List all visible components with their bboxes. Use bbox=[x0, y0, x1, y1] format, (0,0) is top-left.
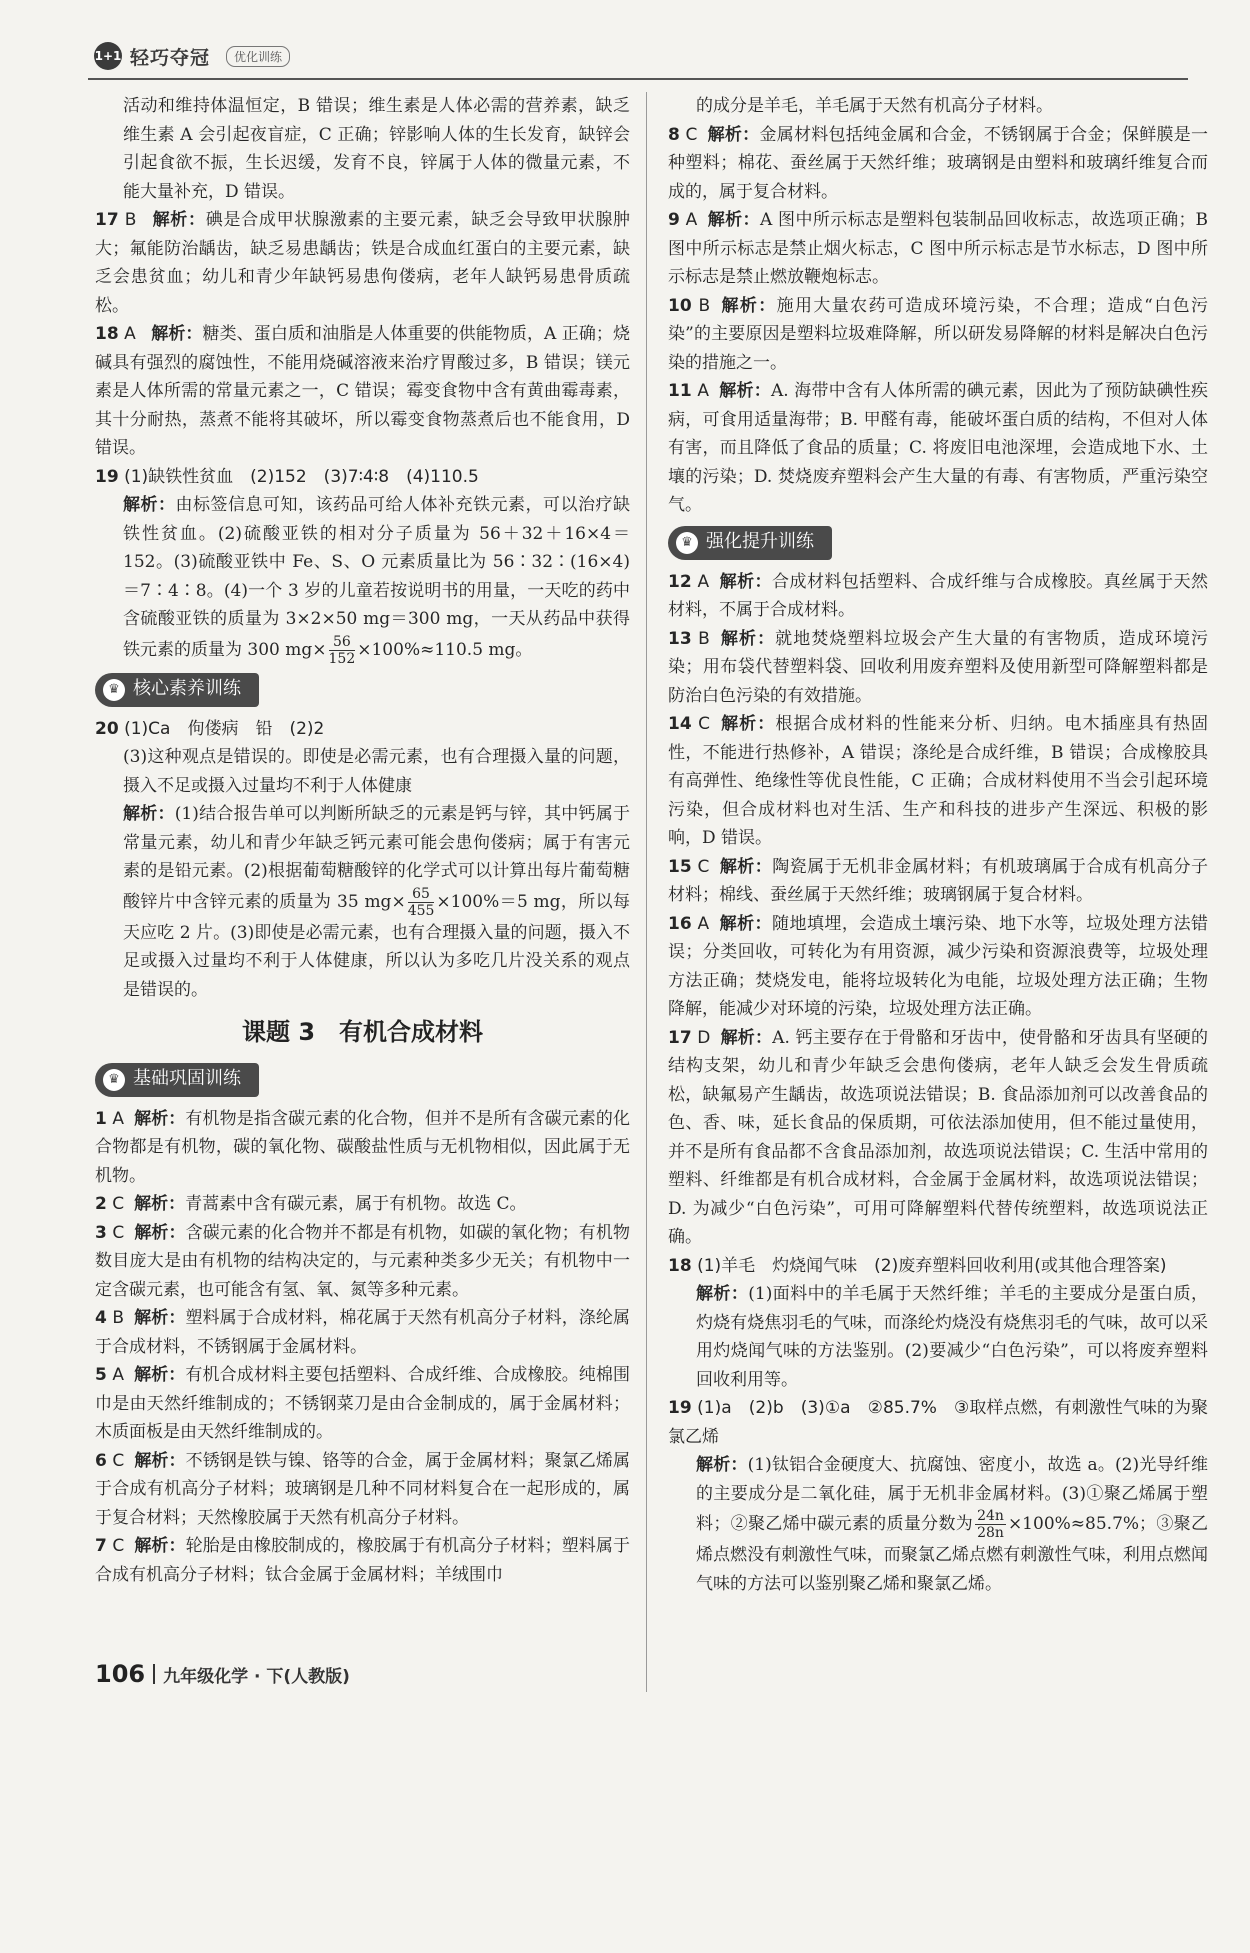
section-title: 强化提升训练 bbox=[706, 531, 814, 553]
analysis-text: 含碳元素的化合物并不都是有机物，如碳的氧化物；有机物数目庞大是由有机物的结构决定的，与元素种类多少无关；有机物中一定含碳元素，也可能含有氢、氧、氮等多种元素。 bbox=[95, 1222, 631, 1300]
fraction-denominator: 152 bbox=[328, 650, 356, 667]
analysis-text: 有机合成材料主要包括塑料、合成纤维、合成橡胶。纯棉围巾是由天然纤维制成的；不锈钢菜刀是由合金制成的，属于金属材料；木质面板是由天然纤维制成的。 bbox=[95, 1365, 631, 1442]
analysis-text: 碘是合成甲状腺激素的主要元素，缺乏会导致甲状腺肿大；氟能防治龋齿，缺乏易患龋齿；铁是合成血红蛋白的主要元素，缺乏会患贫血；幼儿和青少年缺钙易患佝偻病，老年人缺钙易患骨质疏松。 bbox=[95, 210, 631, 316]
analysis-label: 解析： bbox=[719, 571, 773, 592]
item-answer: A bbox=[124, 324, 136, 344]
answer-item bbox=[95, 1447, 630, 1533]
analysis-label: 解析： bbox=[134, 1450, 186, 1471]
analysis-text: 金属材料包括纯金属和合金，不锈钢属于合金；保鲜膜是一种塑料；棉花、蚕丝属于天然纤维；玻璃钢是由塑料和玻璃纤维复合而成的，属于复合材料。 bbox=[668, 124, 1209, 202]
fraction-numerator: 56 bbox=[329, 634, 356, 651]
page-header bbox=[88, 38, 1188, 78]
analysis-label: 解析： bbox=[707, 210, 760, 230]
right-column bbox=[668, 92, 1208, 1598]
analysis-text: (1)结合报告单可以判断所缺乏的元素是钙与锌，其中钙属于常量元素，幼儿和青少年缺乏钙元素可能会患佝偻病；属于有害元素的是铅元素。(2)根据葡萄糖酸锌的化学式可以计算出每片葡萄糖酸锌片中含锌元素的质量为 35 mg× bbox=[123, 804, 630, 912]
analysis-label: 解析： bbox=[134, 1194, 186, 1214]
answer-item bbox=[668, 568, 1208, 625]
fraction-denominator: 28n bbox=[977, 1525, 1004, 1541]
item-number: 12 bbox=[668, 571, 692, 592]
analysis-text: 青蒿素中含有碳元素，属于有机物。故选 C。 bbox=[185, 1194, 527, 1214]
analysis-text: 糖类、蛋白质和油脂是人体重要的供能物质，A 正确；烧碱具有强烈的腐蚀性，不能用烧碱溶液来治疗胃酸过多，B 错误；镁元素是人体所需的常量元素之一，C 错误；霉变食物中含有黄曲霉毒素，其十分耐热，蒸煮不能将其破坏，所以霉变食物蒸煮后也不能食用，D 错误。 bbox=[95, 324, 631, 458]
analysis-label: 解析： bbox=[134, 1108, 186, 1129]
item-number: 18 bbox=[668, 1255, 692, 1276]
item-number: 11 bbox=[668, 381, 692, 401]
analysis-label: 解析： bbox=[134, 1308, 186, 1328]
analysis-text: 由标签信息可知，该药品可给人体补充铁元素，可以治疗缺铁性贫血。(2)硫酸亚铁的相对分子质量为 56＋32＋16×4＝152。(3)硫酸亚铁中 Fe、S、O 元素质量比为 56∶32∶(16×4)＝7∶4∶8。(4)一个 3 岁的儿童若按说明书的用量，一天吃的药中含硫酸亚铁的质量为 3×2×50 mg＝300 mg，一天从药品中获得铁元素的质量为 300 mg× bbox=[123, 495, 630, 660]
item-answer: A bbox=[685, 210, 698, 230]
page-number: 106 bbox=[95, 1660, 146, 1688]
analysis-text: (1)面料中的羊毛属于天然纤维；羊毛的主要成分是蛋白质，灼烧有烧焦羽毛的气味，而涤纶灼烧没有烧焦羽毛的气味，故可以采用灼烧闻气味的方法鉴别。(2)要减少“白色污染”，可以将废弃塑料回收利用等。 bbox=[696, 1284, 1208, 1390]
analysis-text: 陶瓷属于无机非金属材料；有机玻璃属于合成有机高分子材料；棉线、蚕丝属于天然纤维；玻璃钢属于复合材料。 bbox=[668, 856, 1209, 905]
section-tag-core bbox=[95, 673, 259, 707]
analysis-label: 解析： bbox=[123, 804, 175, 824]
item-number: 18 bbox=[95, 324, 119, 344]
answer-item bbox=[668, 292, 1208, 378]
analysis-text: 塑料属于合成材料，棉花属于天然有机高分子材料，涤纶属于合成材料，不锈钢属于金属材料。 bbox=[95, 1308, 631, 1357]
item-number: 20 bbox=[95, 718, 119, 739]
item-number: 14 bbox=[668, 714, 692, 734]
book-title: 九年级化学 · 下(人教版) bbox=[163, 1667, 350, 1687]
analysis-label: 解析： bbox=[720, 295, 777, 316]
item-answer: B bbox=[698, 295, 711, 316]
fraction-denominator: 455 bbox=[407, 902, 435, 919]
lesson-title: 课题 3 有机合成材料 bbox=[241, 1018, 484, 1046]
fraction-numerator: 24n bbox=[977, 1508, 1004, 1524]
answer-item bbox=[668, 1024, 1208, 1252]
analysis-label: 解析： bbox=[719, 856, 773, 877]
item-answer: (1)Ca 佝偻病 铅 (2)2 bbox=[124, 718, 325, 739]
item-answer: A bbox=[697, 381, 709, 401]
item-answer: A bbox=[112, 1108, 124, 1129]
analysis-text: A. 钙主要存在于骨骼和牙齿中，使骨骼和牙齿具有坚硬的结构支架，幼儿和青少年缺乏会患佝偻病，老年人缺乏会发生骨质疏松，缺氟易产生龋齿，故选项说法错误；B. 食品添加剂可以改善食品的色、香、味，延长食品的保质期，可依法添加使用，但不能过量使用，并不是所有食品都不含食品添加剂，故选项说法错误；C. 生活中常用的塑料、纤维都是有机合成材料，合金属于金属材料，故选项说法错误；D. 为减少“白色污染”，可用可降解塑料代替传统塑料，故选项说法正确。 bbox=[668, 1027, 1209, 1247]
analysis-label: 解析： bbox=[152, 210, 206, 230]
fraction bbox=[408, 886, 435, 919]
item-answer: (1)a (2)b (3)①a ②85.7% ③取样点燃，有刺激性气味的为聚氯乙烯 bbox=[668, 1398, 1209, 1447]
item-number: 2 bbox=[95, 1194, 107, 1214]
item-number: 3 bbox=[95, 1222, 107, 1243]
analysis-text: 轮胎是由橡胶制成的，橡胶属于有机高分子材料；塑料属于合成有机高分子材料；钛合金属于金属材料；羊绒围巾 bbox=[95, 1536, 631, 1585]
item-answer: A bbox=[697, 913, 710, 934]
answer-item bbox=[668, 853, 1208, 910]
item-answer: A bbox=[112, 1365, 124, 1385]
fraction bbox=[329, 634, 356, 667]
section-tag-strong bbox=[668, 526, 832, 560]
analysis-text: 根据合成材料的性能来分析、归纳。电木插座具有热固性，不能进行热修补，A 错误；涤纶是合成纤维，B 错误；合成橡胶具有高弹性、绝缘性等优良性能，C 正确；合成材料使用不当会引起环境污染，但合成材料也对生活、生产和科技的进步产生深远、积极的影响，D 错误。 bbox=[668, 714, 1209, 848]
item-number: 5 bbox=[95, 1365, 107, 1385]
item-number: 19 bbox=[668, 1398, 692, 1418]
answer-item bbox=[95, 1219, 630, 1305]
answer-item bbox=[95, 1361, 630, 1447]
analysis-text: A 图中所示标志是塑料包装制品回收标志，故选项正确；B 图中所示标志是禁止烟火标志，C 图中所示标志是节水标志，D 图中所示标志是禁止燃放鞭炮标志。 bbox=[668, 210, 1209, 287]
analysis-text: 不锈钢是铁与镍、铬等的合金，属于金属材料；聚氯乙烯属于合成有机高分子材料；玻璃钢是几种不同材料复合在一起形成的，属于复合材料；天然橡胶属于天然有机高分子材料。 bbox=[95, 1450, 631, 1528]
column-divider bbox=[646, 92, 647, 1692]
analysis-label: 解析： bbox=[151, 324, 203, 344]
answer-item bbox=[668, 710, 1208, 853]
answer-sub: (3)这种观点是错误的。即使是必需元素，也有合理摄入量的问题，摄入不足或摄入过量均不利于人体健康 bbox=[123, 747, 630, 796]
analysis-label: 解析： bbox=[696, 1455, 748, 1475]
brand-subtitle: 优化训练 bbox=[226, 46, 290, 67]
analysis-text: 有机物是指含碳元素的化合物，但并不是所有含碳元素的化合物都是有机物，碳的氧化物、碳酸盐性质与无机物相似，因此属于无机物。 bbox=[95, 1108, 631, 1186]
crown-icon: ♛ bbox=[676, 532, 698, 554]
analysis-block bbox=[95, 491, 630, 667]
analysis-label: 解析： bbox=[123, 495, 176, 515]
item-number: 10 bbox=[668, 295, 692, 316]
item-number: 7 bbox=[95, 1536, 107, 1556]
answer-item bbox=[668, 121, 1208, 207]
footer-divider bbox=[153, 1664, 155, 1684]
item-number: 9 bbox=[668, 210, 680, 230]
answer-continued: 活动和维持体温恒定，B 错误；维生素是人体必需的营养素，缺乏维生素 A 会引起夜盲症，C 正确；锌影响人体的生长发育，缺锌会引起食欲不振，生长迟缓，发育不良，锌属于人体的微量元素，不能大量补充，D 错误。 bbox=[123, 96, 630, 202]
analysis-text: 施用大量农药可造成环境污染，不合理；造成“白色污染”的主要原因是塑料垃圾难降解，所以研发易降解的材料是解决白色污染的措施之一。 bbox=[668, 295, 1208, 373]
item-number: 17 bbox=[95, 210, 119, 230]
item-number: 16 bbox=[668, 913, 692, 934]
item-answer: B bbox=[124, 210, 137, 230]
analysis-text: ×100%＝5 mg，所以每天应吃 2 片。(3)即使是必需元素，也有合理摄入量的问题，摄入不足或摄入过量均不利于人体健康，所以认为多吃几片没关系的观点是错误的。 bbox=[123, 891, 630, 1000]
item-number: 19 bbox=[95, 466, 119, 487]
analysis-label: 解析： bbox=[719, 628, 776, 649]
analysis-text: ×100%≈85.7%；③聚乙烯点燃没有刺激性气味，而聚氯乙烯点燃有刺激性气味，利用点燃闻气味的方法可以鉴别聚乙烯和聚氯乙烯。 bbox=[696, 1514, 1208, 1594]
answer-item bbox=[95, 1532, 630, 1589]
fraction-numerator: 65 bbox=[408, 886, 435, 903]
answer-item bbox=[95, 1304, 630, 1361]
left-column bbox=[95, 92, 630, 1589]
brand-title: 轻巧夺冠 bbox=[130, 47, 211, 69]
item-answer: C bbox=[685, 124, 698, 145]
answer-continued: 的成分是羊毛，羊毛属于天然有机高分子材料。 bbox=[696, 96, 1053, 116]
answer-item bbox=[668, 1252, 1208, 1281]
analysis-block bbox=[95, 800, 630, 1004]
answer-item bbox=[668, 206, 1208, 292]
analysis-label: 解析： bbox=[696, 1284, 749, 1304]
section-title: 核心素养训练 bbox=[133, 678, 241, 700]
item-number: 15 bbox=[668, 856, 692, 877]
analysis-block bbox=[668, 1280, 1208, 1394]
answer-item bbox=[95, 1105, 630, 1191]
item-number: 13 bbox=[668, 628, 692, 649]
item-answer: D bbox=[697, 1027, 711, 1048]
analysis-label: 解析： bbox=[134, 1536, 186, 1556]
analysis-label: 解析： bbox=[707, 124, 760, 145]
answer-item bbox=[95, 463, 630, 492]
item-number: 6 bbox=[95, 1450, 107, 1471]
analysis-text: 合成材料包括塑料、合成纤维与合成橡胶。真丝属于天然材料，不属于合成材料。 bbox=[668, 571, 1209, 620]
answer-item bbox=[668, 377, 1208, 520]
answer-item bbox=[95, 715, 630, 744]
item-number: 8 bbox=[668, 124, 680, 145]
answer-item bbox=[668, 1394, 1208, 1451]
item-answer: C bbox=[112, 1536, 125, 1556]
analysis-text: 就地焚烧塑料垃圾会产生大量的有害物质，造成环境污染；用布袋代替塑料袋、回收利用废弃塑料及使用新型可降解塑料都是防治白色污染的有效措施。 bbox=[668, 628, 1209, 706]
item-answer: C bbox=[112, 1194, 125, 1214]
analysis-label: 解析： bbox=[719, 913, 773, 934]
answer-item bbox=[95, 320, 630, 463]
item-number: 1 bbox=[95, 1108, 107, 1129]
analysis-text: ×100%≈110.5 mg。 bbox=[357, 639, 533, 660]
answer-item bbox=[668, 625, 1208, 711]
item-number: 4 bbox=[95, 1308, 107, 1328]
section-tag-basic bbox=[95, 1063, 259, 1097]
fraction bbox=[975, 1508, 1006, 1541]
analysis-label: 解析： bbox=[720, 714, 776, 734]
analysis-text: 随地填埋，会造成土壤污染、地下水等，垃圾处理方法错误；分类回收，可转化为有用资源，减少污染和资源浪费等，垃圾处理方法正确；焚烧发电，能将垃圾转化为电能，垃圾处理方法正确；生物降解，能减少对环境的污染，垃圾处理方法正确。 bbox=[668, 913, 1209, 1019]
item-number: 17 bbox=[668, 1027, 692, 1048]
analysis-label: 解析： bbox=[134, 1365, 186, 1385]
item-answer: A bbox=[697, 571, 710, 592]
item-answer: C bbox=[697, 856, 710, 877]
answer-item bbox=[95, 206, 630, 320]
brand-logo-icon: 1+1 bbox=[94, 42, 122, 70]
item-answer: B bbox=[112, 1308, 125, 1328]
page-footer bbox=[95, 1660, 350, 1688]
analysis-label: 解析： bbox=[718, 381, 771, 401]
item-answer: (1)缺铁性贫血 (2)152 (3)7∶4∶8 (4)110.5 bbox=[124, 466, 479, 487]
analysis-text: A. 海带中含有人体所需的碘元素，因此为了预防缺碘性疾病，可食用适量海带；B. 甲醛有毒，能破坏蛋白质的结构，不但对人体有害，而且降低了食品的质量；C. 将废旧电池深埋，会造成地下水、土壤的污染；D. 焚烧废弃塑料会产生大量的有毒、有害物质，严重污染空气。 bbox=[668, 381, 1209, 515]
item-answer: (1)羊毛 灼烧闻气味 (2)废弃塑料回收利用(或其他合理答案) bbox=[697, 1255, 1167, 1276]
analysis-label: 解析： bbox=[720, 1027, 773, 1048]
crown-icon: ♛ bbox=[103, 1069, 125, 1091]
item-answer: B bbox=[698, 628, 710, 649]
crown-icon: ♛ bbox=[103, 679, 125, 701]
item-answer: C bbox=[112, 1222, 125, 1243]
answer-item bbox=[95, 1190, 630, 1219]
header-rule bbox=[88, 78, 1188, 80]
section-title: 基础巩固训练 bbox=[133, 1068, 241, 1090]
analysis-block bbox=[668, 1451, 1208, 1598]
item-answer: C bbox=[698, 714, 711, 734]
item-answer: C bbox=[112, 1450, 125, 1471]
analysis-label: 解析： bbox=[134, 1222, 186, 1243]
answer-item bbox=[668, 910, 1208, 1024]
analysis-text: (1)钛铝合金硬度大、抗腐蚀、密度小，故选 a。(2)光导纤维的主要成分是二氧化硅，属于无机非金属材料。(3)①聚乙烯属于塑料；②聚乙烯中碳元素的质量分数为 bbox=[696, 1455, 1209, 1534]
